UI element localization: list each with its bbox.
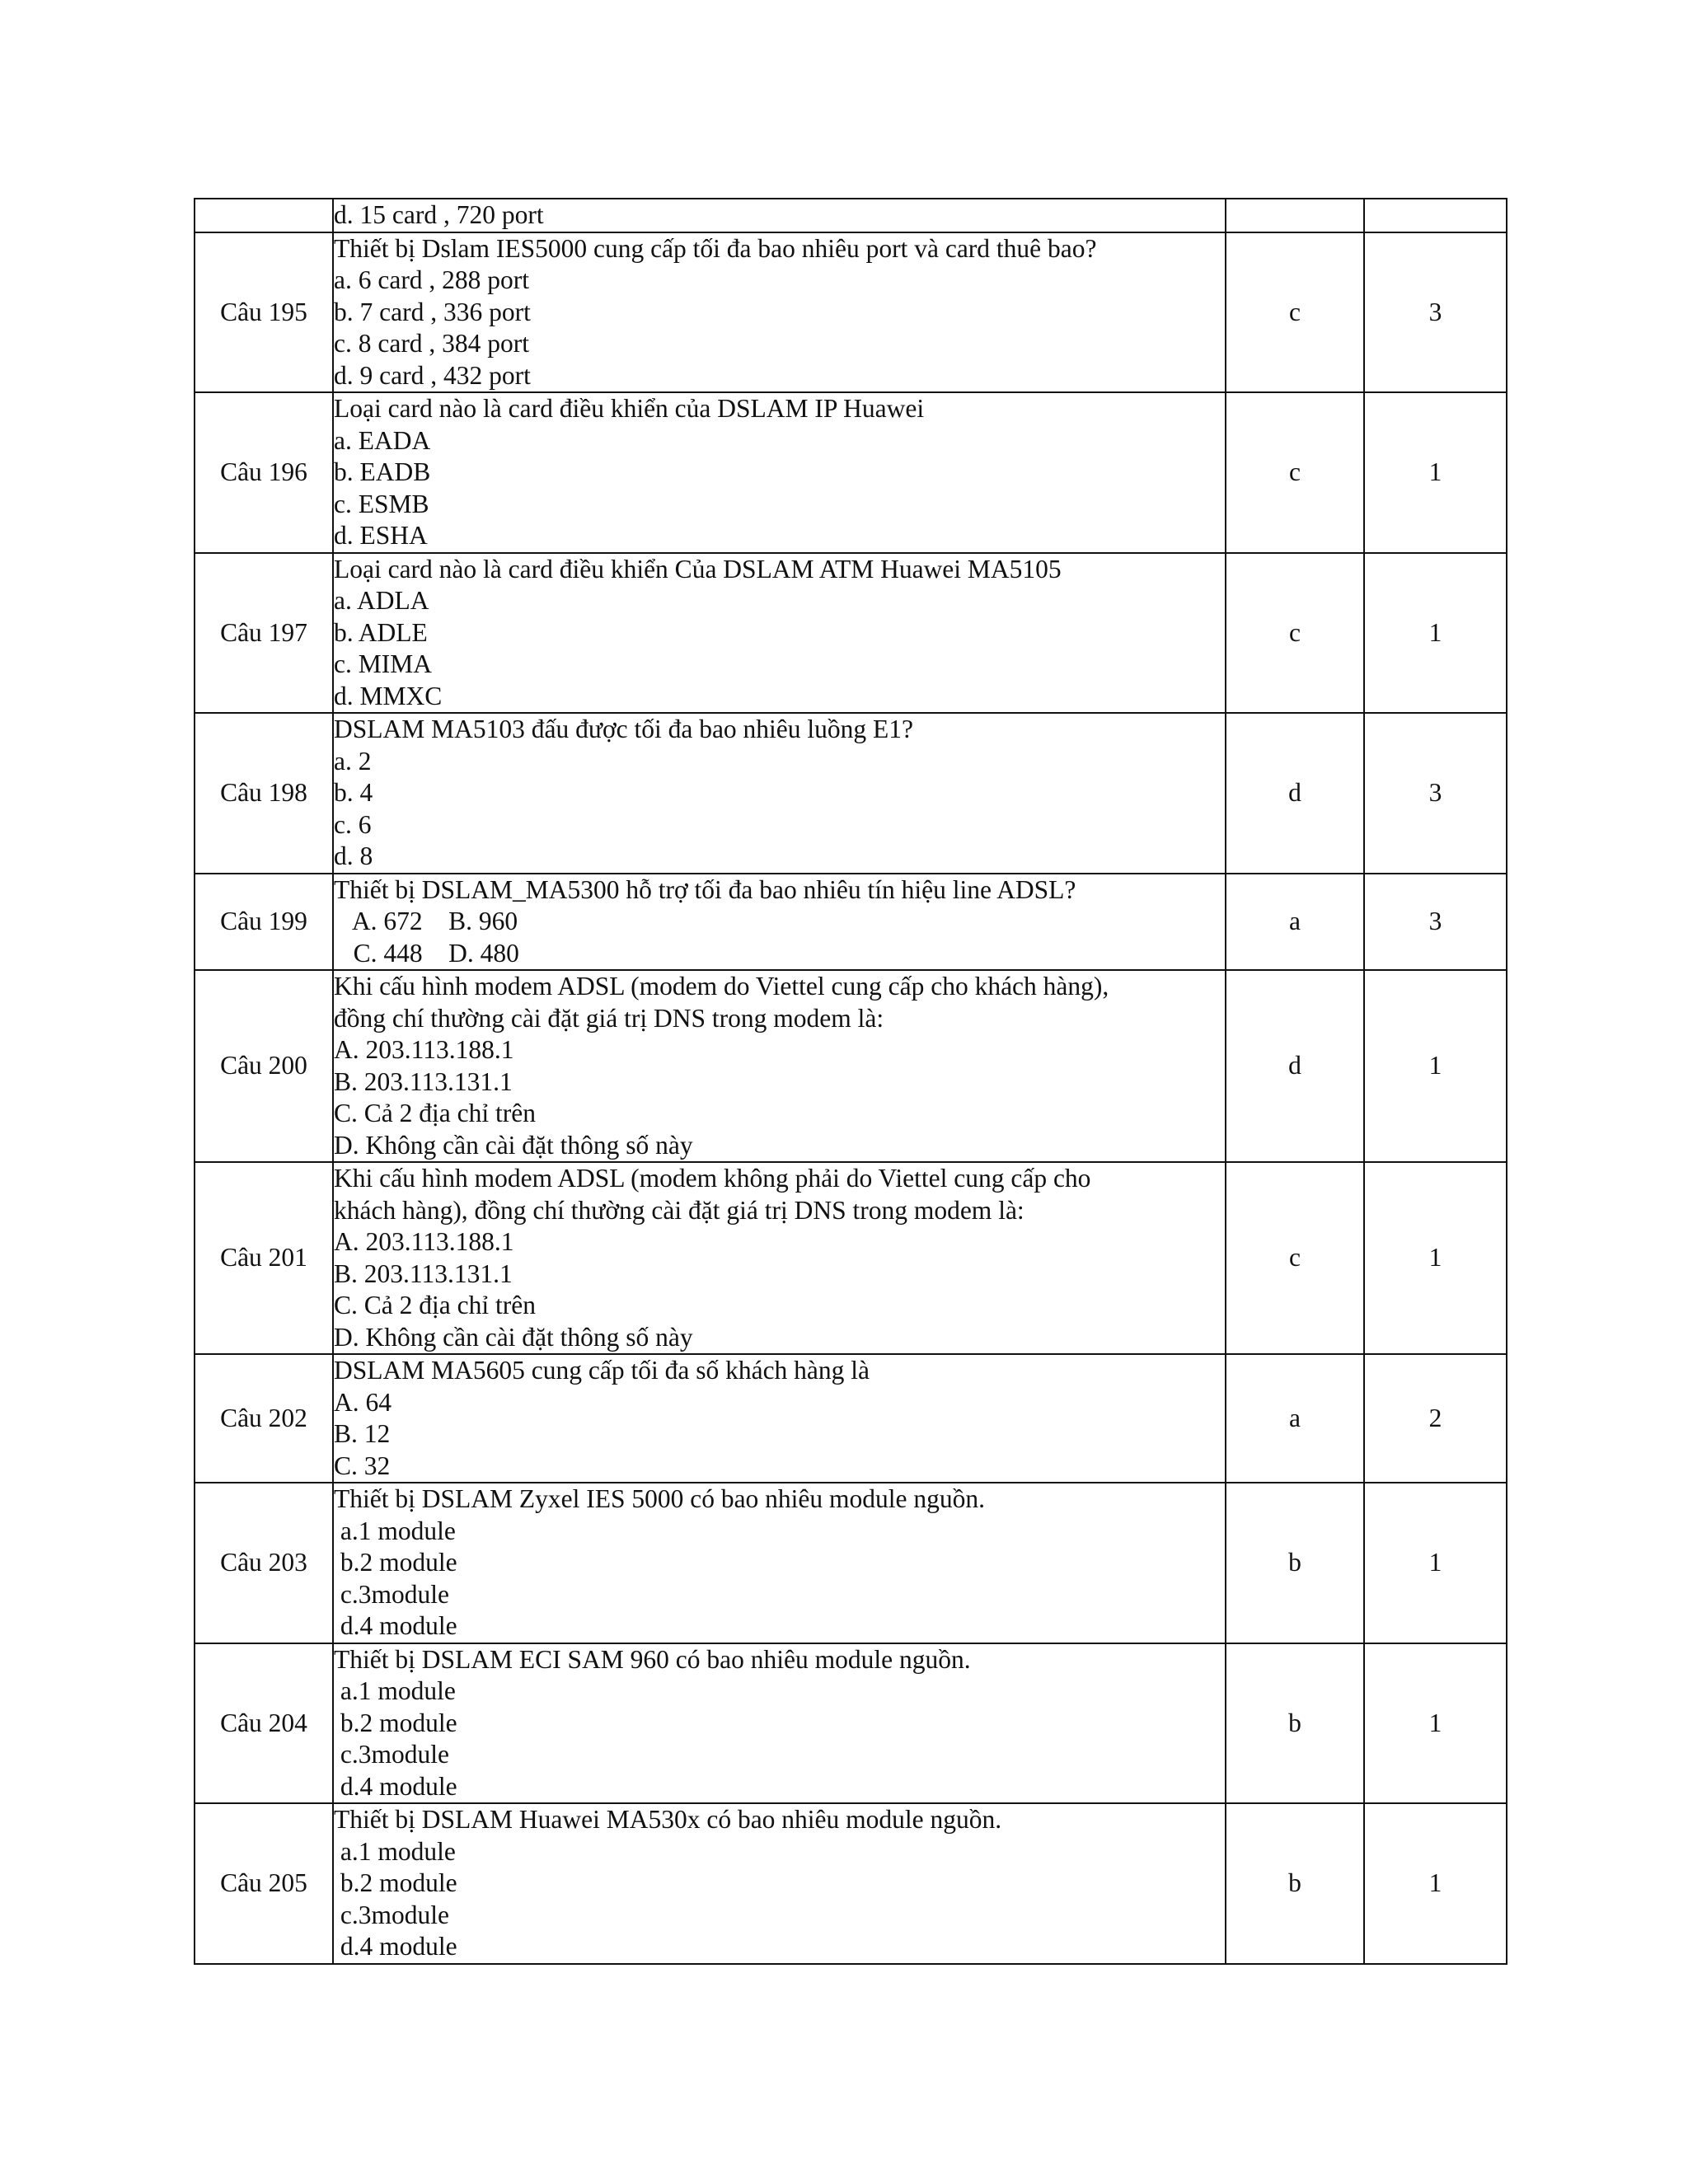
question-text: Khi cấu hình modem ADSL (modem do Viettel cung cấp cho khách hàng),	[334, 972, 1109, 1001]
question-number: Câu 196	[195, 392, 333, 553]
question-text: Khi cấu hình modem ADSL (modem không phải do Viettel cung cấp cho	[334, 1164, 1091, 1193]
question-cell	[333, 553, 1226, 714]
correct-answer: c	[1226, 553, 1364, 714]
question-row	[195, 874, 1507, 971]
question-cell	[333, 713, 1226, 874]
difficulty-level	[1364, 199, 1507, 232]
question-text: Loại card nào là card điều khiển Của DSLAM ATM Huawei MA5105	[334, 554, 1062, 583]
difficulty-level: 1	[1364, 1643, 1507, 1804]
question-number: Câu 199	[195, 874, 333, 971]
answer-option: a.1 module	[334, 1676, 456, 1705]
difficulty-level: 1	[1364, 553, 1507, 714]
answer-option: đồng chí thường cài đặt giá trị DNS trong modem là:	[334, 1003, 884, 1033]
answer-option: d. MMXC	[334, 681, 443, 710]
question-row	[195, 1354, 1507, 1483]
question-row	[195, 1643, 1507, 1804]
difficulty-level: 2	[1364, 1354, 1507, 1483]
difficulty-level: 1	[1364, 1483, 1507, 1643]
answer-option: D. Không cần cài đặt thông số này	[334, 1322, 693, 1352]
question-cell	[333, 199, 1226, 232]
answer-option: b. EADB	[334, 457, 431, 486]
question-cell	[333, 970, 1226, 1162]
question-text: d. 15 card , 720 port	[334, 200, 544, 229]
correct-answer: a	[1226, 874, 1364, 971]
answer-option: b. ADLE	[334, 617, 428, 647]
question-cell	[333, 1162, 1226, 1354]
answer-option: b.2 module	[334, 1868, 457, 1897]
correct-answer	[1226, 199, 1364, 232]
question-cell	[333, 1803, 1226, 1964]
question-row	[195, 553, 1507, 714]
question-number: Câu 202	[195, 1354, 333, 1483]
answer-option: d.4 module	[334, 1611, 457, 1640]
answer-option: c.3module	[334, 1579, 449, 1609]
question-number: Câu 205	[195, 1803, 333, 1964]
question-text: Thiết bị DSLAM Huawei MA530x có bao nhiêu module nguồn.	[334, 1805, 1002, 1834]
correct-answer: c	[1226, 1162, 1364, 1354]
question-number: Câu 197	[195, 553, 333, 714]
difficulty-level: 1	[1364, 392, 1507, 553]
question-text: DSLAM MA5605 cung cấp tối đa số khách hàng là	[334, 1356, 870, 1385]
question-text: DSLAM MA5103 đấu được tối đa bao nhiêu luồng E1?	[334, 715, 914, 743]
question-text: Thiết bị Dslam IES5000 cung cấp tối đa bao nhiêu port và card thuê bao?	[334, 233, 1097, 263]
question-number: Câu 204	[195, 1643, 333, 1804]
question-text: Thiết bị DSLAM_MA5300 hỗ trợ tối đa bao nhiêu tín hiệu line ADSL?	[334, 874, 1076, 904]
question-cell	[333, 874, 1226, 971]
answer-option: a. ADLA	[334, 586, 429, 615]
answer-option: a.1 module	[334, 1516, 456, 1545]
correct-answer: a	[1226, 1354, 1364, 1483]
difficulty-level: 3	[1364, 874, 1507, 971]
answer-option: c. MIMA	[334, 649, 432, 678]
answer-option: C. Cả 2 địa chỉ trên	[334, 1099, 536, 1127]
question-number: Câu 203	[195, 1483, 333, 1643]
question-row	[195, 199, 1507, 232]
answer-option: khách hàng), đồng chí thường cài đặt giá trị DNS trong modem là:	[334, 1195, 1025, 1225]
correct-answer: d	[1226, 970, 1364, 1162]
correct-answer: c	[1226, 392, 1364, 553]
correct-answer: b	[1226, 1803, 1364, 1964]
answer-option: b.2 module	[334, 1708, 457, 1737]
question-number: Câu 200	[195, 970, 333, 1162]
answer-option: A. 203.113.188.1	[334, 1227, 514, 1256]
answer-option: d.4 module	[334, 1932, 457, 1961]
answer-option: a. EADA	[334, 425, 431, 455]
answer-option: c.3module	[334, 1900, 449, 1929]
question-cell	[333, 392, 1226, 553]
question-text: Thiết bị DSLAM Zyxel IES 5000 có bao nhiêu module nguồn.	[334, 1484, 986, 1513]
answer-option: b.2 module	[334, 1548, 457, 1577]
question-number: Câu 201	[195, 1162, 333, 1354]
answer-option: a. 2	[334, 746, 372, 776]
question-row	[195, 970, 1507, 1162]
question-row	[195, 1803, 1507, 1964]
difficulty-level: 3	[1364, 232, 1507, 393]
question-cell	[333, 232, 1226, 393]
question-row	[195, 1162, 1507, 1354]
question-row	[195, 392, 1507, 553]
answer-option: C. Cả 2 địa chỉ trên	[334, 1291, 536, 1319]
answer-option: c. 8 card , 384 port	[334, 329, 530, 358]
question-cell	[333, 1643, 1226, 1804]
answer-option: A. 64	[334, 1387, 392, 1417]
answer-option: b. 7 card , 336 port	[334, 297, 531, 326]
question-table	[194, 198, 1507, 1965]
question-number: Câu 198	[195, 713, 333, 874]
correct-answer: c	[1226, 232, 1364, 393]
answer-option: B. 12	[334, 1419, 391, 1448]
answer-option: d. ESHA	[334, 521, 428, 550]
answer-option: A. 203.113.188.1	[334, 1035, 514, 1064]
question-cell	[333, 1483, 1226, 1643]
answer-option: B. 203.113.131.1	[334, 1066, 513, 1096]
answer-option: b. 4	[334, 778, 373, 807]
answer-option: B. 203.113.131.1	[334, 1258, 513, 1288]
difficulty-level: 3	[1364, 713, 1507, 874]
question-table-body	[195, 199, 1507, 1964]
question-row	[195, 713, 1507, 874]
answer-option: a.1 module	[334, 1836, 456, 1866]
correct-answer: b	[1226, 1643, 1364, 1804]
difficulty-level: 1	[1364, 1162, 1507, 1354]
question-number: Câu 195	[195, 232, 333, 393]
answer-option: d.4 module	[334, 1771, 457, 1801]
difficulty-level: 1	[1364, 970, 1507, 1162]
question-text: Thiết bị DSLAM ECI SAM 960 có bao nhiêu module nguồn.	[334, 1644, 971, 1674]
question-row	[195, 1483, 1507, 1643]
correct-answer: d	[1226, 713, 1364, 874]
answer-option: d. 9 card , 432 port	[334, 360, 531, 390]
question-row	[195, 232, 1507, 393]
question-text: Loại card nào là card điều khiển của DSLAM IP Huawei	[334, 394, 925, 423]
correct-answer: b	[1226, 1483, 1364, 1643]
question-number	[195, 199, 333, 232]
answer-option: C. 32	[334, 1451, 391, 1480]
answer-option: A. 672 B. 960	[334, 907, 518, 935]
question-cell	[333, 1354, 1226, 1483]
answer-option: c. ESMB	[334, 489, 429, 518]
answer-option: D. Không cần cài đặt thông số này	[334, 1130, 693, 1160]
difficulty-level: 1	[1364, 1803, 1507, 1964]
answer-option: C. 448 D. 480	[334, 938, 519, 968]
answer-option: c.3module	[334, 1740, 449, 1769]
answer-option: c. 6	[334, 809, 372, 839]
answer-option: d. 8	[334, 841, 373, 870]
answer-option: a. 6 card , 288 port	[334, 265, 530, 294]
